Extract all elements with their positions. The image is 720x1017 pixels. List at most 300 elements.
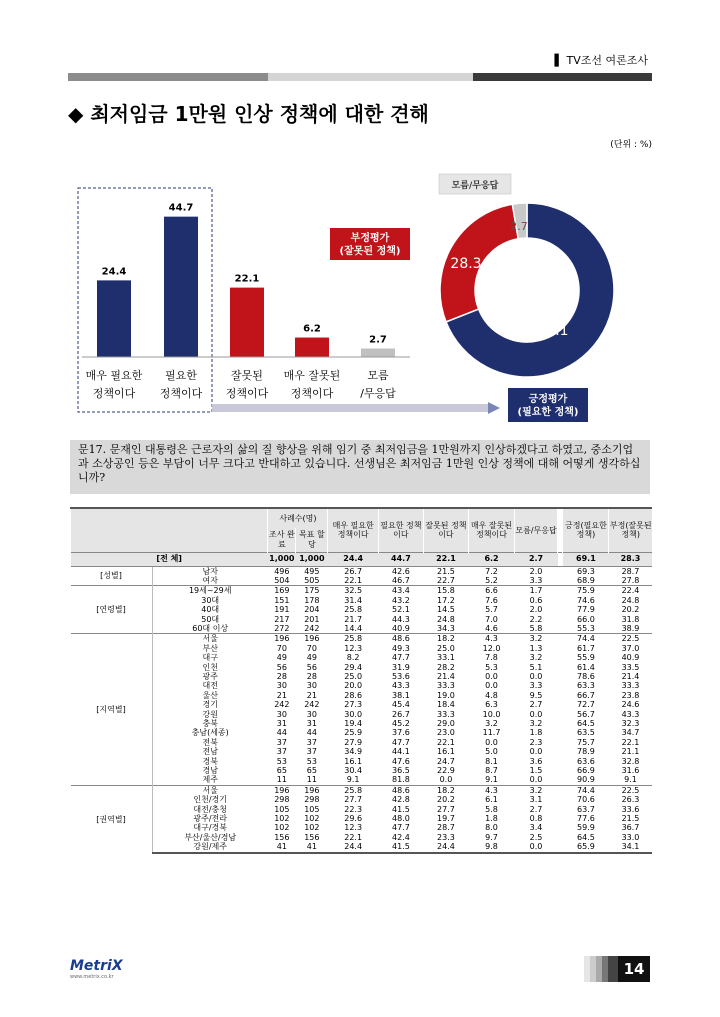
table-cell: 169: [268, 586, 296, 596]
table-cell: 0.6: [529, 595, 543, 605]
table-cell: 7.2: [468, 566, 514, 576]
table-cell: 33.3: [437, 681, 455, 691]
table-cell: 26.7: [328, 566, 378, 576]
table-cell: 2.7: [529, 700, 543, 710]
table-cell: 29.6: [344, 814, 363, 824]
table-cell: 11.7: [482, 728, 501, 738]
table-cell: 105: [304, 804, 320, 814]
table-cell: 25.9: [344, 728, 363, 738]
table-cell: 34.3: [437, 623, 455, 633]
table-row: [71, 615, 653, 624]
row-label: 서울: [152, 785, 268, 795]
table-cell: 31: [276, 719, 287, 728]
header-divider-bar: [68, 73, 652, 81]
table-cell: 0.0: [485, 671, 498, 681]
row-label: 인천/경기: [193, 795, 228, 805]
row-label: 50대: [201, 614, 220, 624]
table-cell: 22.7: [437, 575, 455, 585]
row-label: 충북: [202, 719, 218, 728]
table-cell: 31.4: [344, 595, 363, 605]
crosstab-table: [70, 507, 652, 854]
negative-callout-text-1: (잘못된 정책): [339, 246, 401, 257]
table-cell: 4.3: [468, 785, 514, 795]
table-cell: 3.2: [529, 653, 543, 663]
table-row: [71, 766, 653, 775]
table-cell: 21.7: [344, 614, 363, 624]
question-number: 문17.: [78, 443, 107, 456]
table-cell: 9.7: [485, 832, 498, 842]
bar-0: [97, 280, 131, 357]
bar-value-label-2: 22.1: [234, 273, 260, 285]
total-row-cell: 69.1: [563, 552, 609, 566]
table-cell: 21.4: [621, 671, 640, 681]
page-number: 14: [618, 956, 650, 982]
table-cell: 21: [276, 690, 287, 700]
table-cell: 23.0: [437, 728, 455, 738]
table-cell: 41.5: [391, 804, 410, 814]
table-cell: 63.3: [577, 681, 595, 691]
table-cell: 37: [276, 747, 287, 757]
bar-category-label-3-1: 정책이다: [290, 387, 334, 400]
table-row: [71, 747, 653, 756]
table-cell: 0.0: [529, 671, 543, 681]
table-cell: 59.9: [577, 823, 595, 833]
table-cell: 30: [306, 709, 317, 719]
col-header-done: 조사 완료: [268, 528, 296, 552]
table-row: [71, 566, 653, 576]
bar-category-label-2-1: 정책이다: [225, 387, 269, 400]
table-cell: 10.0: [482, 709, 501, 719]
table-cell: 175: [296, 586, 328, 596]
table-cell: 44.3: [391, 614, 410, 624]
table-cell: 0.0: [485, 737, 498, 747]
table-cell: 30: [276, 681, 287, 691]
row-label: 여자: [202, 575, 218, 585]
metrix-logo: MetriX: [70, 958, 123, 974]
table-cell: 75.7: [577, 737, 595, 747]
table-cell: 30: [276, 709, 287, 719]
table-row: [71, 691, 653, 700]
table-cell: 3.4: [529, 823, 543, 833]
table-cell: 242: [304, 700, 320, 710]
table-cell: 2.0: [515, 566, 558, 576]
table-cell: 34.9: [344, 747, 363, 757]
row-label: 인천: [202, 662, 218, 672]
table-row: [71, 795, 653, 804]
total-row-cell: 44.7: [378, 552, 423, 566]
table-cell: 81.8: [391, 775, 410, 785]
table-cell: 178: [304, 595, 320, 605]
table-cell: 55.3: [577, 623, 595, 633]
row-label: 광주: [202, 671, 218, 681]
group-label: [지역별]: [71, 634, 153, 786]
table-row: [71, 719, 653, 728]
table-cell: 196: [296, 785, 328, 795]
table-cell: 8.2: [346, 653, 360, 663]
row-label: 강원/제주: [152, 842, 268, 852]
table-row: [71, 586, 653, 596]
total-row-cell: 2.7: [515, 552, 558, 566]
positive-callout-text-1: (필요한 정책): [517, 407, 579, 418]
table-cell: 4.8: [485, 690, 498, 700]
table-cell: 30.0: [344, 709, 363, 719]
positive-callout-text-0: 긍정평가: [528, 394, 568, 405]
bar-1: [164, 217, 198, 357]
row-label: 전북: [202, 737, 218, 747]
table-cell: 20.2: [437, 795, 455, 805]
table-cell: 74.6: [577, 595, 595, 605]
table-row: [71, 738, 653, 747]
row-label: 광주/전라: [193, 814, 228, 824]
table-cell: 40.9: [621, 653, 640, 663]
table-cell: 25.8: [328, 785, 378, 795]
table-cell: 30.4: [344, 766, 363, 776]
table-cell: 21.4: [437, 671, 455, 681]
table-cell: 61.4: [577, 662, 595, 672]
table-cell: 0.0: [529, 775, 543, 785]
table-cell: 7.0: [485, 614, 498, 624]
table-cell: 31.8: [621, 614, 640, 624]
table-cell: 3.2: [515, 634, 558, 644]
row-label: 서울: [152, 634, 268, 644]
table-cell: 41: [296, 842, 328, 852]
table-cell: 5.8: [529, 623, 543, 633]
table-cell: 38.9: [621, 623, 640, 633]
table-cell: 14.5: [437, 605, 455, 615]
row-label: 19세~29세: [152, 586, 268, 596]
table-cell: 12.3: [344, 823, 363, 833]
table-cell: 196: [296, 634, 328, 644]
table-cell: 3.3: [529, 681, 543, 691]
table-cell: 45.4: [391, 700, 410, 710]
table-row: [71, 552, 653, 566]
row-label: 경기: [202, 700, 218, 710]
table-cell: 272: [274, 623, 290, 633]
table-cell: 11: [276, 775, 287, 785]
table-cell: 22.5: [609, 634, 652, 644]
table-cell: 191: [274, 605, 290, 615]
table-cell: 11: [306, 775, 317, 785]
table-cell: 4.6: [485, 623, 498, 633]
table-cell: 21.5: [423, 566, 468, 576]
table-cell: 53: [306, 756, 317, 766]
col-header-unknown: 모름/무응답: [515, 508, 558, 552]
table-cell: 33.5: [621, 662, 640, 672]
group-label: [연령별]: [71, 586, 153, 634]
col-header-positive: 긍정(필요한 정책): [563, 508, 609, 552]
table-cell: 242: [274, 700, 290, 710]
table-cell: 24.8: [621, 595, 640, 605]
table-cell: 56: [276, 662, 287, 672]
table-cell: 18.2: [423, 634, 468, 644]
table-cell: 17.2: [437, 595, 455, 605]
table-cell: 19.4: [344, 719, 363, 728]
table-row: [71, 757, 653, 766]
table-cell: 2.7: [529, 804, 543, 814]
table-row: [71, 644, 653, 653]
table-cell: 49.3: [391, 643, 410, 653]
table-cell: 24.4: [423, 842, 468, 852]
table-cell: 55.9: [577, 653, 595, 663]
negative-callout-text-0: 부정평가: [350, 233, 390, 244]
table-cell: 30: [306, 681, 317, 691]
table-cell: 34.7: [621, 728, 640, 738]
total-row-cell: 1,000: [296, 552, 328, 566]
table-cell: 32.8: [621, 756, 640, 766]
bar-category-label-1-1: 정책이다: [159, 387, 203, 400]
table-cell: 27.9: [344, 737, 363, 747]
table-cell: 70: [276, 643, 287, 653]
bar-category-label-4-1: /무응답: [360, 387, 396, 400]
table-cell: 63.5: [577, 728, 595, 738]
table-cell: 0.0: [515, 842, 558, 852]
table-cell: 8.1: [485, 756, 498, 766]
table-cell: 4.3: [468, 634, 514, 644]
table-cell: 16.1: [344, 756, 363, 766]
table-row: [71, 833, 653, 842]
total-row-cell: 1,000: [268, 552, 296, 566]
arrow-shaft: [212, 404, 490, 412]
col-header-negative: 부정(잘못된 정책): [609, 508, 652, 552]
sample-size-header: 사례수(명): [268, 508, 328, 528]
table-cell: 78.9: [577, 747, 595, 757]
table-cell: 33.6: [621, 804, 640, 814]
table-cell: 196: [268, 785, 296, 795]
table-cell: 102: [304, 823, 320, 833]
table-cell: 32.5: [328, 586, 378, 596]
table-cell: 20.2: [621, 605, 640, 615]
table-cell: 43.3: [621, 709, 640, 719]
table-cell: 29.0: [437, 719, 455, 728]
table-cell: 102: [304, 814, 320, 824]
table-cell: 19.0: [437, 690, 455, 700]
table-cell: 3.1: [529, 795, 543, 805]
table-cell: 49: [276, 653, 287, 663]
table-cell: 0.8: [529, 814, 543, 824]
table-cell: 48.6: [378, 785, 423, 795]
table-cell: 2.2: [529, 614, 543, 624]
table-cell: 3.2: [515, 785, 558, 795]
row-label: 대전/충청: [193, 804, 228, 814]
table-cell: 0.0: [485, 681, 498, 691]
table-row: [71, 775, 653, 785]
table-cell: 61.7: [577, 643, 595, 653]
table-cell: 37.6: [391, 728, 410, 738]
question-box: [70, 440, 650, 494]
table-row: [71, 663, 653, 672]
table-row: [71, 814, 653, 823]
table-cell: 5.1: [529, 662, 543, 672]
table-cell: 47.6: [391, 756, 410, 766]
donut-value-label-0: 69.1: [537, 323, 569, 339]
table-cell: 44.1: [391, 747, 410, 757]
table-cell: 1.3: [529, 643, 543, 653]
table-cell: 0.0: [439, 775, 453, 785]
table-cell: 33.0: [621, 832, 640, 842]
table-cell: 25.0: [437, 643, 455, 653]
table-cell: 26.7: [391, 709, 410, 719]
table-cell: 43.3: [391, 681, 410, 691]
table-cell: 196: [268, 634, 296, 644]
table-cell: 156: [304, 832, 320, 842]
table-cell: 28.6: [344, 690, 363, 700]
table-cell: 22.1: [344, 832, 363, 842]
bar-value-label-4: 2.7: [369, 334, 387, 346]
table-cell: 45.2: [391, 719, 410, 728]
col-header-wrong: 잘못된 정책이다: [423, 508, 468, 552]
table-cell: 31: [306, 719, 317, 728]
table-cell: 77.6: [577, 814, 595, 824]
table-cell: 496: [268, 566, 296, 576]
table-cell: 56.7: [577, 709, 595, 719]
table-cell: 56: [306, 662, 317, 672]
table-cell: 102: [274, 823, 290, 833]
footer-url: www.metrix.co.kr: [70, 974, 114, 980]
row-label: 대구/경북: [193, 823, 228, 833]
table-cell: 1.5: [529, 766, 543, 776]
table-cell: 69.3: [563, 566, 609, 576]
table-cell: 12.0: [482, 643, 501, 653]
table-cell: 37.0: [621, 643, 640, 653]
bar-value-label-0: 24.4: [101, 266, 127, 278]
table-row: [71, 785, 653, 795]
table-cell: 37: [306, 737, 317, 747]
table-cell: 32.3: [621, 719, 640, 728]
row-label: 부산/울산/경남: [184, 832, 237, 842]
table-cell: 31.9: [391, 662, 410, 672]
table-cell: 40.9: [391, 623, 410, 633]
table-cell: 49: [306, 653, 317, 663]
table-row: [71, 710, 653, 719]
table-cell: 28.7: [609, 566, 652, 576]
arrow-head: [488, 402, 500, 414]
bar-category-label-4-0: 모름: [367, 369, 389, 382]
table-cell: 41.5: [378, 842, 423, 852]
table-cell: 53.6: [391, 671, 410, 681]
table-cell: 8.0: [485, 823, 498, 833]
table-cell: 20.0: [344, 681, 363, 691]
table-row: [71, 653, 653, 662]
table-cell: 9.5: [529, 690, 543, 700]
table-cell: 48.0: [391, 814, 410, 824]
table-cell: 1.7: [515, 586, 558, 596]
row-label: 대구: [202, 653, 218, 663]
table-cell: 37: [306, 747, 317, 757]
table-cell: 22.1: [344, 575, 363, 585]
row-label: 대전: [202, 681, 218, 691]
table-cell: 3.3: [529, 575, 543, 585]
bar-value-label-3: 6.2: [303, 323, 321, 335]
table-cell: 204: [304, 605, 320, 615]
table-cell: 1.8: [485, 814, 498, 824]
table-cell: 18.4: [437, 700, 455, 710]
opinion-charts: [0, 160, 720, 435]
table-cell: 65: [306, 766, 317, 776]
total-row-cell: 24.4: [328, 552, 378, 566]
table-cell: 78.6: [577, 671, 595, 681]
table-cell: 21.5: [621, 814, 640, 824]
table-cell: 38.1: [391, 690, 410, 700]
group-label: [권역별]: [71, 785, 153, 852]
table-cell: 9.1: [624, 775, 637, 785]
table-cell: 66.0: [577, 614, 595, 624]
table-cell: 12.3: [344, 643, 363, 653]
page-title: ◆ 최저임금 1만원 인상 정책에 대한 견해: [68, 102, 429, 126]
table-cell: 23.3: [437, 832, 455, 842]
question-text: 문재인 대통령은 근로자의 삶의 질 향상을 위해 임기 중 최저임금을 1만원까지 인상하겠다고 하였고, 중소기업과 소상공인 등은 부담이 너무 크다고 반대하고 있습니다. 선생님은 최저임금 1만원 인상 정책에 대해 어떻게 생각하십니까?: [78, 443, 641, 484]
row-label: 전남: [202, 747, 218, 757]
table-cell: 75.9: [563, 586, 609, 596]
bar-3: [295, 338, 329, 357]
row-label: 경북: [202, 756, 218, 766]
bar-category-label-2-0: 잘못된: [231, 369, 263, 382]
bar-2: [230, 288, 264, 357]
table-cell: 15.8: [423, 586, 468, 596]
col-header-very-needed: 매우 필요한 정책이다: [328, 508, 378, 552]
table-cell: 43.2: [391, 595, 410, 605]
table-row: [71, 624, 653, 634]
table-cell: 6.1: [485, 795, 498, 805]
bar-category-label-0-0: 매우 필요한: [85, 369, 143, 382]
col-header-target: 목표 할당: [296, 528, 328, 552]
table-cell: 9.1: [485, 775, 498, 785]
table-cell: 298: [304, 795, 320, 805]
table-cell: 14.4: [344, 623, 363, 633]
table-cell: 21: [306, 690, 317, 700]
table-row: [71, 605, 653, 614]
table-cell: 22.1: [621, 737, 640, 747]
table-cell: 36.7: [621, 823, 640, 833]
col-header-needed: 필요한 정책이다: [378, 508, 423, 552]
unknown-callout-text: 모름/무응답: [451, 181, 499, 191]
bar-value-label-1: 44.7: [168, 202, 194, 214]
table-row: [71, 596, 653, 605]
total-row-cell: 28.3: [609, 552, 652, 566]
table-cell: 28: [306, 671, 317, 681]
table-cell: 5.0: [485, 747, 498, 757]
table-cell: 72.7: [577, 700, 595, 710]
table-cell: 156: [274, 832, 290, 842]
table-cell: 28: [276, 671, 287, 681]
table-cell: 27.3: [344, 700, 363, 710]
table-cell: 5.2: [485, 575, 498, 585]
table-cell: 201: [304, 614, 320, 624]
total-row-label: [전 체]: [71, 552, 268, 566]
report-source-tag: ▌ TV조선 여론조사: [554, 54, 648, 67]
table-row: [71, 842, 653, 852]
table-cell: 47.7: [391, 737, 410, 747]
table-cell: 41: [268, 842, 296, 852]
row-label: 강원: [202, 709, 218, 719]
table-cell: 63.7: [577, 804, 595, 814]
table-row: [71, 672, 653, 681]
table-cell: 68.9: [577, 575, 595, 585]
table-row: [71, 576, 653, 586]
table-cell: 0.0: [529, 709, 543, 719]
table-row: [71, 681, 653, 690]
bar-category-label-3-0: 매우 잘못된: [283, 369, 341, 382]
table-cell: 21.1: [621, 747, 640, 757]
unit-note: (단위 : %): [610, 140, 652, 150]
table-cell: 77.9: [577, 605, 595, 615]
table-cell: 66.9: [577, 766, 595, 776]
table-cell: 42.4: [391, 832, 410, 842]
table-cell: 25.8: [328, 634, 378, 644]
table-cell: 28.7: [437, 823, 455, 833]
row-label: 부산: [202, 643, 218, 653]
table-cell: 217: [274, 614, 290, 624]
table-cell: 28.2: [437, 662, 455, 672]
